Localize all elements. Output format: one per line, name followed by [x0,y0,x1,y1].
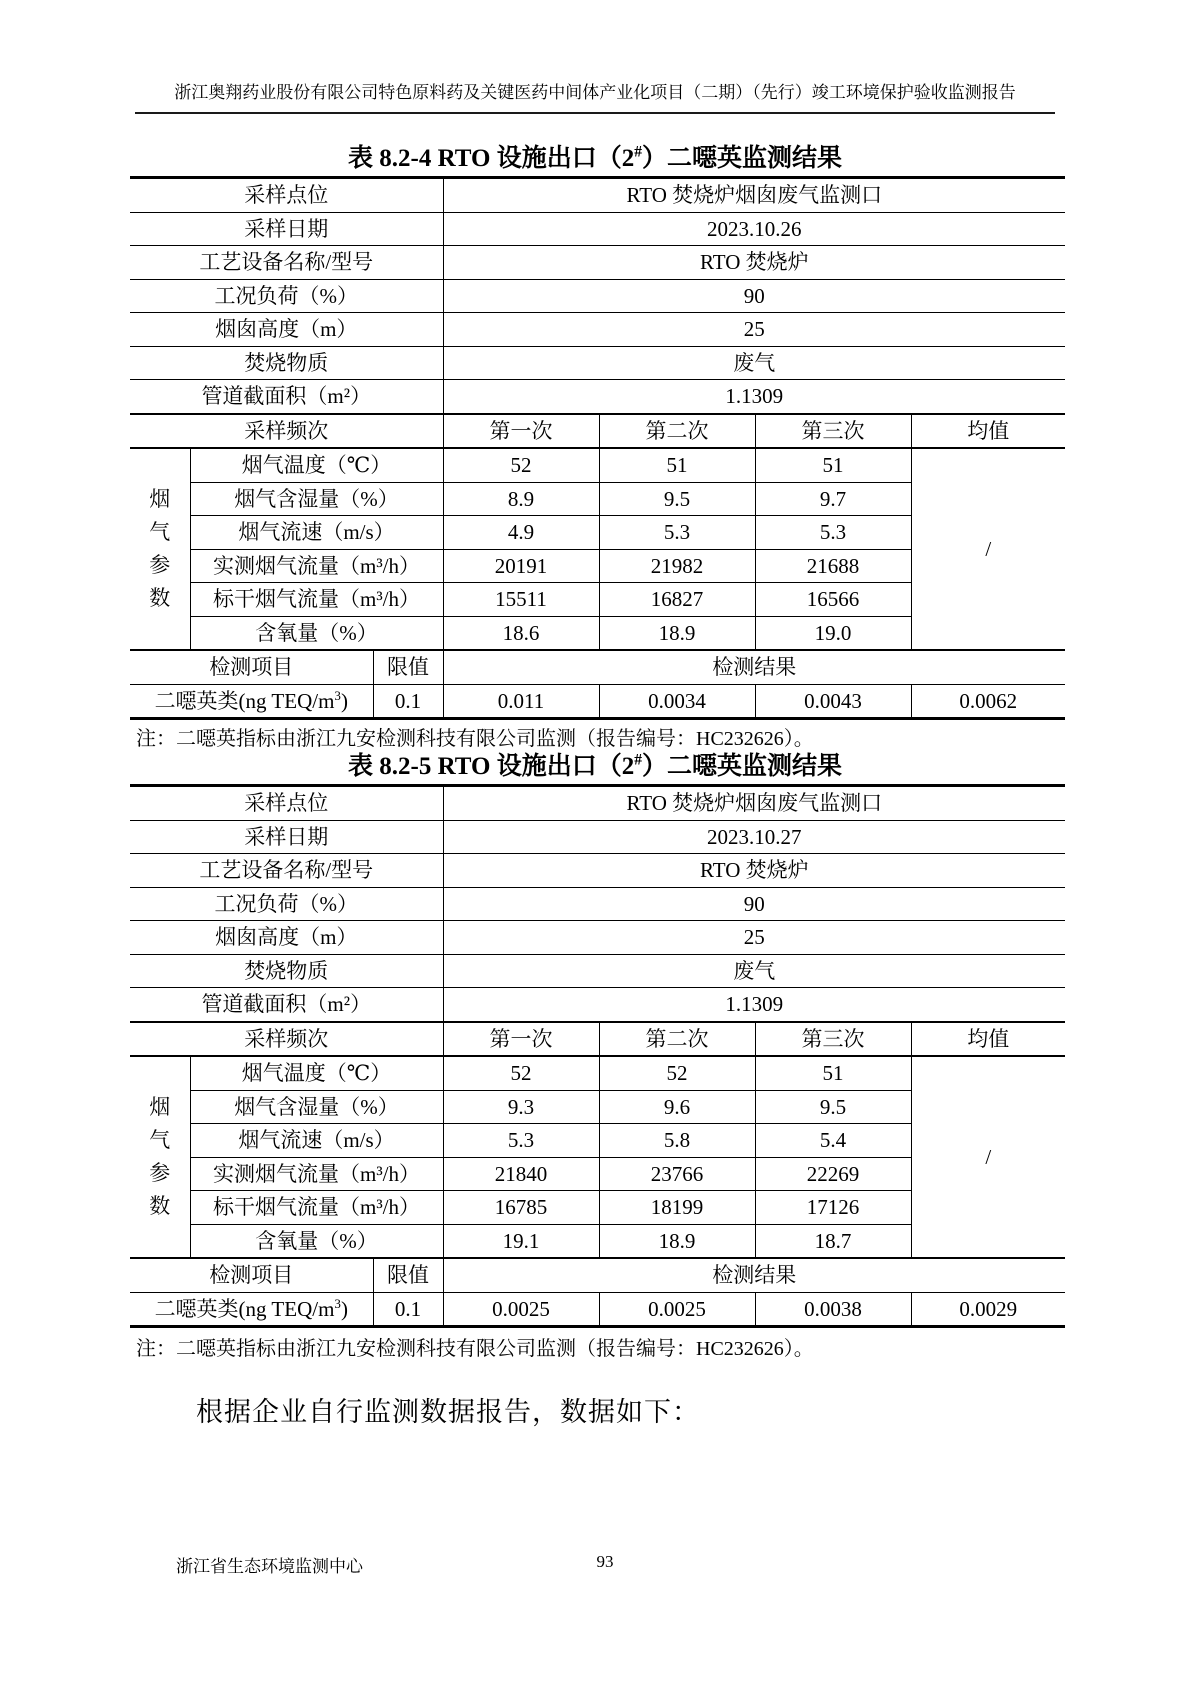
param-label: 实测烟气流量（m³/h） [190,1157,443,1191]
param-value: 20191 [443,549,599,583]
table2-title-text: 表 8.2-5 RTO 设施出口（2 [348,753,635,780]
info-label: 采样点位 [130,178,443,213]
result-item-superscript: 3 [334,1295,341,1311]
info-label: 管道截面积（m²） [130,380,443,414]
param-label: 实测烟气流量（m³/h） [190,549,443,583]
result-item-suffix: ) [340,688,348,713]
param-label: 烟气含湿量（%） [190,482,443,516]
param-value: 17126 [755,1191,911,1225]
info-label: 采样日期 [130,820,443,854]
info-label: 采样日期 [130,212,443,246]
param-mean-cell: / [911,1056,1065,1258]
result-row [130,1292,1065,1327]
result-item-header: 检测项目 [130,1258,373,1292]
param-value: 51 [599,448,755,482]
param-value: 9.5 [755,1090,911,1124]
frequency-col-3: 第三次 [755,414,911,449]
param-value: 51 [755,1056,911,1090]
frequency-header-row [130,1022,1065,1057]
param-value: 5.4 [755,1124,911,1158]
info-label: 工艺设备名称/型号 [130,246,443,280]
info-value: 废气 [443,346,1065,380]
table1-title-superscript: # [634,143,642,161]
param-value: 5.3 [755,516,911,550]
param-value: 4.9 [443,516,599,550]
param-value: 19.0 [755,616,911,650]
param-group-label: 烟气参数 [149,487,171,610]
info-value: 1.1309 [443,988,1065,1022]
info-value: 废气 [443,954,1065,988]
info-row [130,346,1065,380]
info-row [130,820,1065,854]
result-limit-value: 0.1 [373,684,443,719]
info-label: 工况负荷（%） [130,279,443,313]
param-value: 18199 [599,1191,755,1225]
param-value: 21982 [599,549,755,583]
param-value: 5.3 [443,1124,599,1158]
info-row [130,380,1065,414]
info-label: 烟囱高度（m） [130,921,443,955]
info-row [130,921,1065,955]
info-row [130,954,1065,988]
result-item-suffix: ) [340,1296,348,1321]
param-value: 52 [443,448,599,482]
param-group-cell [130,1056,190,1258]
page-number: 93 [596,1552,614,1571]
param-value: 52 [599,1056,755,1090]
result-header-row [130,650,1065,684]
param-value: 16785 [443,1191,599,1225]
info-value: 1.1309 [443,380,1065,414]
frequency-label: 采样频次 [130,414,443,449]
result-mean-value: 0.0029 [959,1296,1018,1321]
table1-note: 注：二噁英指标由浙江九安检测科技有限公司监测（报告编号：HC232626）。 [136,728,814,750]
result-values-header: 检测结果 [443,650,1065,684]
param-value: 9.6 [599,1090,755,1124]
param-label: 烟气含湿量（%） [190,1090,443,1124]
table2-title-suffix: ）二噁英监测结果 [641,753,842,780]
result-item-text: 二噁英类(ng TEQ/m [154,1296,335,1321]
param-value: 5.8 [599,1124,755,1158]
info-value: 2023.10.27 [443,820,1065,854]
param-value: 18.6 [443,616,599,650]
result-value-2: 0.0025 [599,1292,755,1327]
param-mean-cell: / [911,448,1065,650]
param-value: 5.3 [599,516,755,550]
param-label: 含氧量（%） [190,616,443,650]
frequency-header-row [130,414,1065,449]
param-value: 52 [443,1056,599,1090]
param-value: 18.9 [599,1224,755,1258]
info-row [130,887,1065,921]
info-row [130,988,1065,1022]
result-item-cell [130,1292,373,1327]
dioxin-monitoring-table-2 [130,784,1065,1328]
result-values-header: 检测结果 [443,1258,1065,1292]
info-label: 烟囱高度（m） [130,313,443,347]
param-value: 23766 [599,1157,755,1191]
result-value-3: 0.0043 [755,684,911,719]
param-value: 9.5 [599,482,755,516]
param-value: 15511 [443,583,599,617]
table2-title-superscript: # [634,751,642,769]
info-value: 2023.10.26 [443,212,1065,246]
result-value-1: 0.0025 [443,1292,599,1327]
info-row [130,178,1065,213]
param-value: 16566 [755,583,911,617]
result-value-1: 0.011 [443,684,599,719]
frequency-col-2: 第二次 [599,414,755,449]
frequency-col-1: 第一次 [443,414,599,449]
param-label: 含氧量（%） [190,1224,443,1258]
frequency-col-mean: 均值 [911,414,1065,449]
param-value: 16827 [599,583,755,617]
param-value: 21840 [443,1157,599,1191]
param-value: 22269 [755,1157,911,1191]
info-row [130,279,1065,313]
param-value: 8.9 [443,482,599,516]
frequency-col-3: 第三次 [755,1022,911,1057]
info-label: 工况负荷（%） [130,887,443,921]
info-label: 采样点位 [130,786,443,821]
result-mean-value: 0.0062 [959,688,1018,713]
info-row [130,786,1065,821]
param-row [130,1056,1065,1090]
result-value-3: 0.0038 [755,1292,911,1327]
result-value-2: 0.0034 [599,684,755,719]
param-label: 标干烟气流量（m³/h） [190,583,443,617]
param-value: 21688 [755,549,911,583]
table1-title-text: 表 8.2-4 RTO 设施出口（2 [348,145,635,172]
info-row [130,212,1065,246]
param-group-label: 烟气参数 [149,1095,171,1218]
param-value: 18.9 [599,616,755,650]
info-value: RTO 焚烧炉 [443,854,1065,888]
param-label: 烟气温度（℃） [190,1056,443,1090]
info-label: 工艺设备名称/型号 [130,854,443,888]
param-value: 9.3 [443,1090,599,1124]
info-row [130,246,1065,280]
param-label: 烟气温度（℃） [190,448,443,482]
page-header: 浙江奥翔药业股份有限公司特色原料药及关键医药中间体产业化项目（二期）（先行）竣工环境保护验收监测报告 [135,78,1055,114]
table1-title-suffix: ）二噁英监测结果 [641,145,842,172]
frequency-col-1: 第一次 [443,1022,599,1057]
param-value: 18.7 [755,1224,911,1258]
param-value: 51 [755,448,911,482]
frequency-col-2: 第二次 [599,1022,755,1057]
frequency-label: 采样频次 [130,1022,443,1057]
param-label: 标干烟气流量（m³/h） [190,1191,443,1225]
param-row [130,448,1065,482]
footer-organization: 浙江省生态环境监测中心 [176,1557,363,1576]
result-item-superscript: 3 [334,687,341,703]
param-value: 9.7 [755,482,911,516]
frequency-col-mean: 均值 [911,1022,1065,1057]
result-limit-header: 限值 [373,1258,443,1292]
info-value: 90 [443,887,1065,921]
result-header-row [130,1258,1065,1292]
table2-note: 注：二噁英指标由浙江九安检测科技有限公司监测（报告编号：HC232626）。 [136,1338,814,1360]
info-label: 管道截面积（m²） [130,988,443,1022]
result-row [130,684,1065,719]
result-limit-value: 0.1 [373,1292,443,1327]
table2-title [0,746,1190,782]
result-item-cell [130,684,373,719]
info-row [130,313,1065,347]
info-value: RTO 焚烧炉烟囱废气监测口 [443,786,1065,821]
param-value: 19.1 [443,1224,599,1258]
param-label: 烟气流速（m/s） [190,1124,443,1158]
result-limit-header: 限值 [373,650,443,684]
info-value: RTO 焚烧炉 [443,246,1065,280]
info-label: 焚烧物质 [130,346,443,380]
result-item-header: 检测项目 [130,650,373,684]
info-row [130,854,1065,888]
body-paragraph: 根据企业自行监测数据报告，数据如下： [196,1397,700,1427]
result-item-text: 二噁英类(ng TEQ/m [154,688,335,713]
info-value: 25 [443,313,1065,347]
param-label: 烟气流速（m/s） [190,516,443,550]
info-value: 90 [443,279,1065,313]
info-label: 焚烧物质 [130,954,443,988]
info-value: 25 [443,921,1065,955]
info-value: RTO 焚烧炉烟囱废气监测口 [443,178,1065,213]
param-group-cell [130,448,190,650]
dioxin-monitoring-table-1 [130,176,1065,720]
table1-title [0,138,1190,174]
